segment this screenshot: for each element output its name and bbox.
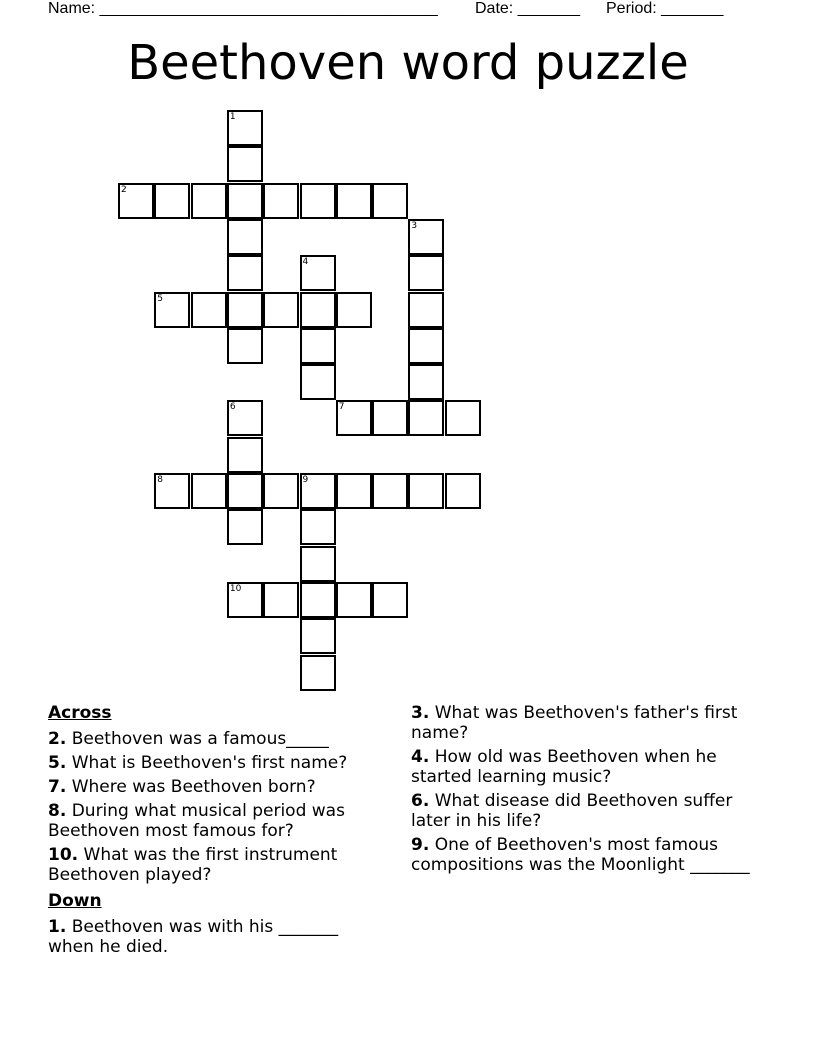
page-title: Beethoven word puzzle	[127, 35, 689, 91]
clue-number: 7.	[48, 777, 67, 797]
name-field: Name: ______________________________________	[48, 0, 438, 17]
clue-text: What disease did Beethoven suffer later in his life?	[411, 791, 733, 831]
clue-number: 8.	[48, 801, 67, 821]
grid-cell[interactable]	[300, 328, 336, 364]
grid-cell[interactable]	[227, 219, 263, 255]
clue-text: What was Beethoven's father's first name?	[411, 703, 738, 743]
clue-text: Beethoven was with his _______ when he died.	[48, 917, 339, 957]
grid-cell[interactable]	[408, 255, 444, 291]
grid-cell[interactable]	[408, 292, 444, 328]
clue-text: Beethoven was a famous_____	[66, 729, 329, 749]
grid-cell[interactable]	[408, 473, 444, 509]
grid-cell[interactable]	[263, 473, 299, 509]
grid-cell[interactable]	[336, 183, 372, 219]
clue-number: 3.	[411, 703, 430, 723]
down-clue	[411, 791, 771, 831]
clue-text: During what musical period was Beethoven most famous for?	[48, 801, 345, 841]
cell-number: 8	[157, 475, 164, 485]
grid-cell[interactable]	[372, 582, 408, 618]
across-clue	[48, 729, 388, 749]
cell-number: 6	[229, 402, 236, 413]
clue-text: What was the first instrument Beethoven played?	[48, 845, 338, 885]
grid-cell[interactable]	[191, 183, 227, 219]
grid-cell[interactable]	[445, 473, 481, 509]
clue-number: 6.	[411, 791, 430, 811]
across-clue	[48, 777, 388, 797]
grid-cell[interactable]	[227, 437, 263, 473]
clue-text: How old was Beethoven when he started learning music?	[411, 747, 717, 787]
period-field: Period: _______	[606, 0, 724, 17]
clue-number: 9.	[411, 835, 430, 855]
grid-cell[interactable]	[191, 292, 227, 328]
cell-number: 9	[302, 475, 309, 485]
grid-cell[interactable]	[300, 618, 336, 654]
grid-cell[interactable]	[408, 328, 444, 364]
grid-cell[interactable]	[227, 509, 263, 545]
clue-number: 2.	[48, 729, 67, 749]
grid-cell[interactable]	[300, 655, 336, 691]
grid-cell[interactable]	[300, 473, 336, 509]
grid-cell[interactable]	[263, 183, 299, 219]
clue-text: Where was Beethoven born?	[66, 777, 316, 797]
across-clue	[48, 845, 388, 885]
clue-number: 5.	[48, 753, 67, 773]
grid-cell[interactable]	[300, 255, 336, 291]
grid-cell[interactable]	[408, 364, 444, 400]
cell-number: 3	[411, 220, 418, 231]
down-clue	[411, 835, 771, 875]
grid-cell[interactable]	[227, 582, 263, 618]
grid-cell[interactable]	[300, 546, 336, 582]
grid-cell[interactable]	[336, 582, 372, 618]
cell-number: 10	[229, 583, 242, 594]
grid-cell[interactable]	[227, 110, 263, 146]
grid-cell[interactable]	[154, 292, 190, 328]
grid-cell[interactable]	[227, 183, 263, 219]
clue-number: 1.	[48, 917, 67, 937]
down-clue	[411, 703, 771, 743]
grid-cell[interactable]	[408, 219, 444, 255]
cell-number: 4	[302, 257, 309, 268]
across-heading: Across	[48, 703, 112, 723]
cell-number: 5	[157, 293, 164, 304]
down-clue	[48, 917, 388, 957]
date-field: Date: _______	[475, 0, 580, 17]
grid-cell[interactable]	[227, 400, 263, 436]
down-heading: Down	[48, 891, 102, 911]
clue-number: 4.	[411, 747, 430, 767]
grid-cell[interactable]	[372, 400, 408, 436]
grid-cell[interactable]	[408, 400, 444, 436]
cell-number: 7	[338, 402, 345, 413]
grid-cell[interactable]	[118, 183, 154, 219]
grid-cell[interactable]	[300, 183, 336, 219]
cell-number: 2	[121, 184, 127, 195]
down-clue	[411, 747, 771, 787]
grid-cell[interactable]	[336, 292, 372, 328]
grid-cell[interactable]	[227, 328, 263, 364]
grid-cell[interactable]	[227, 146, 263, 182]
grid-cell[interactable]	[227, 473, 263, 509]
grid-cell[interactable]	[300, 509, 336, 545]
grid-cell[interactable]	[263, 292, 299, 328]
grid-cell[interactable]	[300, 292, 336, 328]
grid-cell[interactable]	[154, 183, 190, 219]
grid-cell[interactable]	[372, 183, 408, 219]
cell-number: 1	[229, 112, 236, 122]
grid-cell[interactable]	[300, 364, 336, 400]
clues-right-column	[411, 703, 771, 879]
grid-cell[interactable]	[336, 473, 372, 509]
grid-cell[interactable]	[372, 473, 408, 509]
grid-cell[interactable]	[336, 400, 372, 436]
across-clue	[48, 801, 388, 841]
grid-cell[interactable]	[300, 582, 336, 618]
grid-cell[interactable]	[227, 255, 263, 291]
grid-cell[interactable]	[191, 473, 227, 509]
grid-cell[interactable]	[154, 473, 190, 509]
clue-text: One of Beethoven's most famous compositions was the Moonlight _______	[411, 835, 750, 875]
grid-cell[interactable]	[445, 400, 481, 436]
clue-number: 10.	[48, 845, 79, 865]
clue-text: What is Beethoven's first name?	[66, 753, 348, 773]
grid-cell[interactable]	[227, 292, 263, 328]
across-clue	[48, 753, 388, 773]
grid-cell[interactable]	[263, 582, 299, 618]
clues-left-column	[48, 703, 388, 961]
